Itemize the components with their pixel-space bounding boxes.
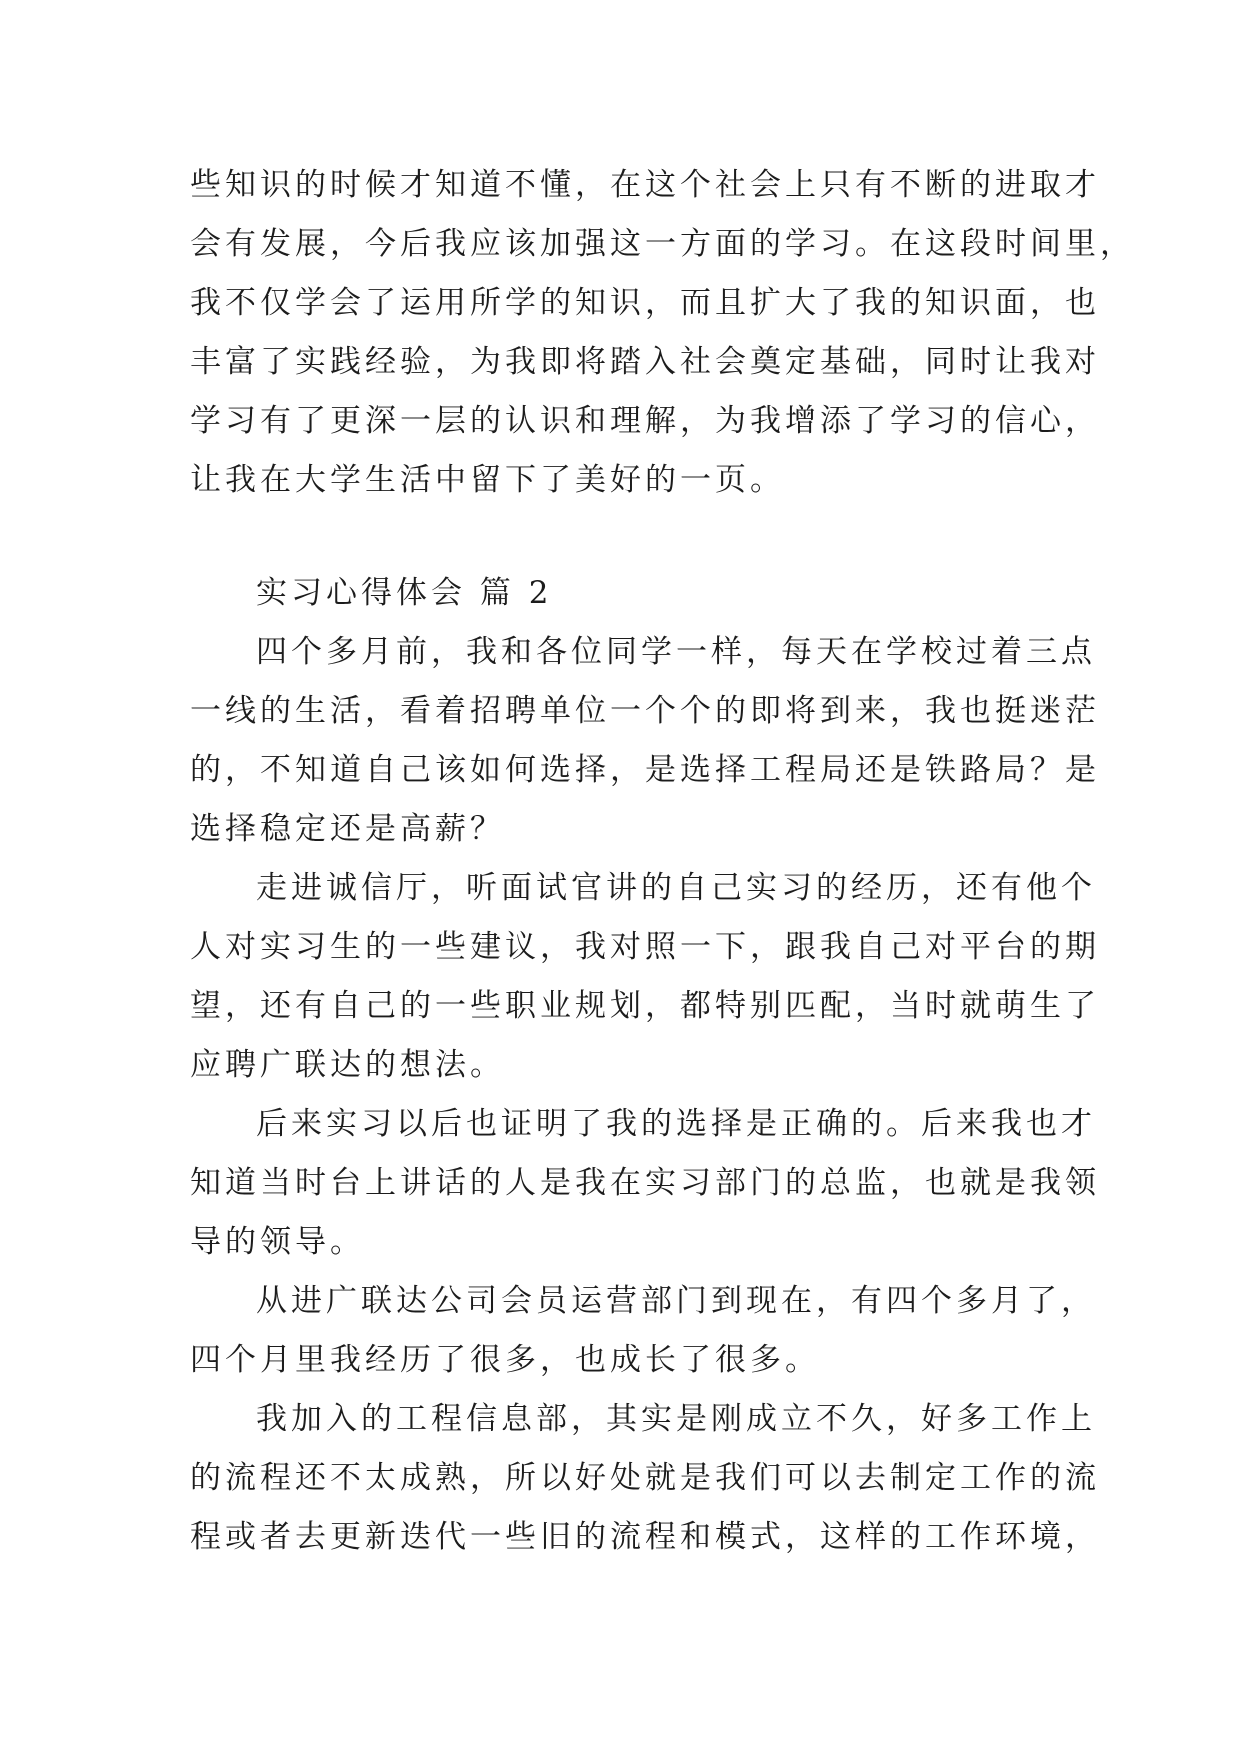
text-line: 从进广联达公司会员运营部门到现在，有四个多月了，: [256, 1283, 1096, 1319]
section-2: [190, 564, 1100, 1567]
text-line: 我不仅学会了运用所学的知识，而且扩大了我的知识面，也: [190, 285, 1100, 321]
text-line: 些知识的时候才知道不懂，在这个社会上只有不断的进取才: [190, 167, 1100, 203]
text-line: 四个多月前，我和各位同学一样，每天在学校过着三点: [256, 634, 1096, 670]
text-line: 四个月里我经历了很多，也成长了很多。: [190, 1342, 820, 1378]
text-line: 导的领导。: [190, 1224, 365, 1260]
text-line: 的流程还不太成熟，所以好处就是我们可以去制定工作的流: [190, 1460, 1100, 1496]
text-line: 一线的生活，看着招聘单位一个个的即将到来，我也挺迷茫: [190, 693, 1100, 729]
text-line: 丰富了实践经验，为我即将踏入社会奠定基础，同时让我对: [190, 344, 1100, 380]
continued-paragraph: [190, 156, 1135, 510]
text-line: 选择稳定还是高薪？: [190, 811, 505, 847]
text-line: 后来实习以后也证明了我的选择是正确的。后来我也才: [256, 1106, 1096, 1142]
text-line: 程或者去更新迭代一些旧的流程和模式，这样的工作环境，: [190, 1519, 1100, 1555]
text-line: 我加入的工程信息部，其实是刚成立不久，好多工作上: [256, 1401, 1096, 1437]
text-line: 学习有了更深一层的认识和理解，为我增添了学习的信心，: [190, 403, 1100, 439]
text-line: 人对实习生的一些建议，我对照一下，跟我自己对平台的期: [190, 929, 1100, 965]
text-line: 会有发展，今后我应该加强这一方面的学习。在这段时间里，: [190, 226, 1135, 262]
text-line: 走进诚信厅，听面试官讲的自己实习的经历，还有他个: [256, 870, 1096, 906]
text-line: 让我在大学生活中留下了美好的一页。: [190, 462, 785, 498]
section-heading: 实习心得体会 篇 2: [256, 575, 553, 611]
text-line: 望，还有自己的一些职业规划，都特别匹配，当时就萌生了: [190, 988, 1100, 1024]
text-line: 知道当时台上讲话的人是我在实习部门的总监，也就是我领: [190, 1165, 1100, 1201]
text-line: 应聘广联达的想法。: [190, 1047, 505, 1083]
text-line: 的，不知道自己该如何选择，是选择工程局还是铁路局？是: [190, 752, 1100, 788]
